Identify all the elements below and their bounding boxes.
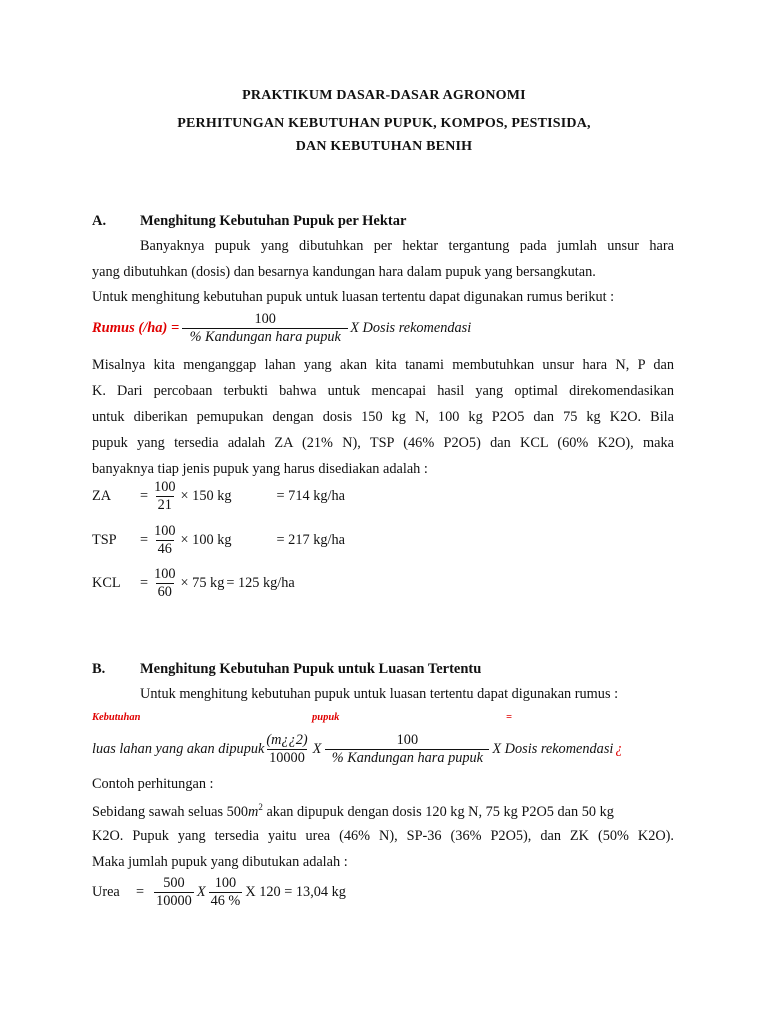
formula-b-prefix: luas lahan yang akan dipupuk: [92, 741, 265, 757]
section-b-heading: Menghitung Kebutuhan Pupuk untuk Luasan Tertentu: [140, 661, 482, 677]
calc-result: = 217 kg/ha: [276, 532, 345, 548]
formula-b-f2-den: % Kandungan hara pupuk: [325, 749, 489, 766]
calc-name: KCL: [92, 575, 121, 591]
formula-b-label-2: pupuk: [312, 712, 340, 723]
urea-f2-num: 100: [214, 875, 237, 891]
calc-mult: × 150 kg: [180, 488, 232, 504]
section-a-para3-line1: Misalnya kita menganggap lahan yang akan kita tanami membutuhkan unsur hara N, P dan: [92, 357, 674, 373]
calc-fraction: [152, 480, 177, 513]
section-a-para3-line2: K. Dari percobaan terbukti bahwa untuk mencapai hasil yang optimal direkomendasikan: [92, 383, 674, 399]
calc-fraction: [152, 567, 177, 600]
calc-den: 21: [157, 497, 172, 513]
title-line-3: DAN KEBUTUHAN BENIH: [295, 139, 473, 154]
formula-b-x: X: [312, 741, 322, 757]
formula-b-f1-den: 10000: [269, 750, 305, 766]
formula-area: [92, 733, 623, 766]
section-b-letter: B.: [92, 661, 106, 677]
formula-b-tail: ¿: [615, 741, 623, 757]
urea-eq: =: [136, 884, 145, 900]
calc-result: = 125 kg/ha: [226, 575, 295, 591]
calc-row-urea: [92, 876, 346, 909]
formula-b-label-1: Kebutuhan: [92, 712, 141, 723]
calc-result: = 714 kg/ha: [276, 488, 345, 504]
formula-b-fraction-1: [264, 733, 309, 766]
title-line-2: PERHITUNGAN KEBUTUHAN PUPUK, KOMPOS, PESTISIDA,: [177, 116, 591, 131]
formula-suffix: X Dosis rekomendasi: [350, 320, 472, 336]
example-line-1: [92, 802, 674, 821]
section-a-para3-line4: pupuk yang tersedia adalah ZA (21% N), TSP (46% P2O5) dan KCL (60% K2O), maka: [92, 435, 674, 451]
formula-label: Rumus (/ha) =: [92, 320, 180, 336]
contoh-label: Contoh perhitungan :: [92, 776, 214, 792]
urea-fraction-1: [154, 876, 194, 909]
section-a-para3-line3: untuk diberikan pemupukan dengan dosis 150 kg N, 100 kg P2O5 dan 75 kg K2O. Bila: [92, 409, 674, 425]
section-a-letter: A.: [92, 213, 107, 229]
calc-row-tsp: [92, 524, 345, 557]
formula-b-f2-num: 100: [396, 732, 419, 748]
calc-den: 46: [157, 541, 172, 557]
section-a-para2: Untuk menghitung kebutuhan pupuk untuk luasan tertentu dapat digunakan rumus berikut :: [92, 289, 615, 305]
example-line-1-b: akan dipupuk dengan dosis 120 kg N, 75 kg P2O5 dan 50 kg: [262, 803, 614, 820]
calc-eq: =: [140, 532, 149, 548]
section-a-para1-line1: Banyaknya pupuk yang dibutuhkan per hektar tergantung pada jumlah unsur hara: [140, 238, 674, 254]
calc-num: 100: [154, 566, 176, 582]
urea-tail: X 120 = 13,04 kg: [245, 884, 346, 900]
calc-eq: =: [140, 575, 149, 591]
formula-b-label-3: =: [506, 712, 512, 723]
urea-f2-den: 46 %: [210, 893, 241, 909]
calc-num: 100: [154, 523, 176, 539]
calc-eq: =: [140, 488, 149, 504]
calc-den: 60: [157, 584, 172, 600]
calc-name: ZA: [92, 488, 112, 504]
urea-x: X: [196, 884, 206, 900]
example-line-1-m: m: [248, 803, 259, 820]
formula-b-suffix: X Dosis rekomendasi: [492, 741, 614, 757]
urea-name: Urea: [92, 884, 120, 900]
example-line-1-sup: 2: [258, 802, 263, 812]
calc-row-kcl: [92, 567, 295, 600]
calc-name: TSP: [92, 532, 117, 548]
formula-numerator: 100: [254, 311, 276, 327]
section-b-intro: Untuk menghitung kebutuhan pupuk untuk luasan tertentu dapat digunakan rumus :: [140, 686, 619, 702]
example-line-2: K2O. Pupuk yang tersedia yaitu urea (46% N), SP-36 (36% P2O5), dan ZK (50% K2O).: [92, 828, 674, 844]
example-line-1-a: Sebidang sawah seluas 500: [92, 803, 249, 820]
formula-b-fraction-2: [325, 733, 489, 766]
formula-per-hectare: [92, 312, 471, 345]
calc-num: 100: [154, 479, 176, 495]
section-a-heading: Menghitung Kebutuhan Pupuk per Hektar: [140, 213, 407, 229]
section-a-para1-line2: yang dibutuhkan (dosis) dan besarnya kandungan hara dalam pupuk yang bersangkutan.: [92, 264, 596, 280]
formula-fraction: [182, 312, 348, 345]
calc-row-za: [92, 480, 345, 513]
formula-denominator: % Kandungan hara pupuk: [182, 328, 348, 345]
calc-mult: × 75 kg: [180, 575, 225, 591]
example-line-3: Maka jumlah pupuk yang dibutukan adalah :: [92, 854, 348, 870]
title-line-1: PRAKTIKUM DASAR-DASAR AGRONOMI: [242, 88, 526, 103]
section-a-para3-last: banyaknya tiap jenis pupuk yang harus disediakan adalah :: [92, 461, 428, 477]
urea-f1-den: 10000: [156, 893, 192, 909]
urea-f1-num: 500: [163, 875, 185, 891]
calc-fraction: [152, 524, 177, 557]
calc-mult: × 100 kg: [180, 532, 232, 548]
urea-fraction-2: [209, 876, 243, 909]
formula-b-f1-num: (m¿¿2): [266, 732, 308, 748]
